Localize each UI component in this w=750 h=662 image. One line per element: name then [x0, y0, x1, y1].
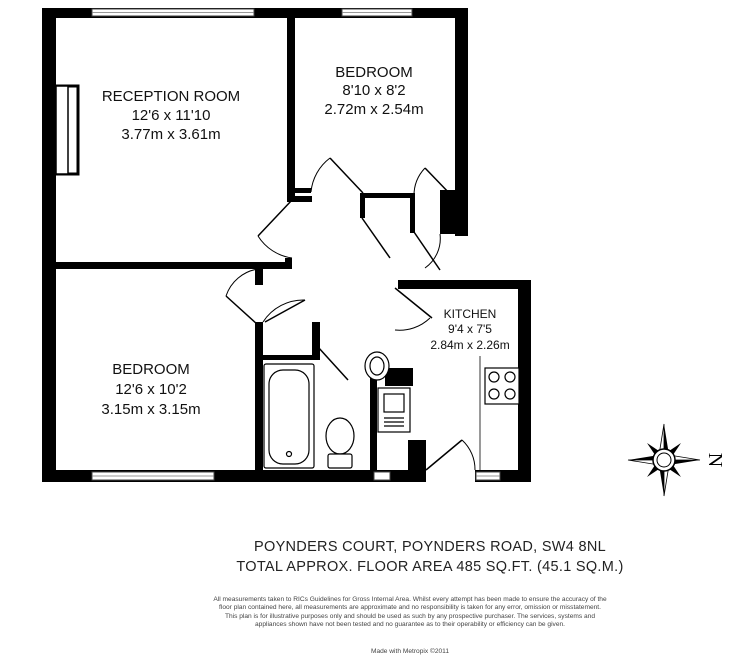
reception-door — [258, 200, 292, 236]
kitchen-door — [395, 288, 432, 318]
compass-rose-icon — [628, 424, 726, 496]
bedroom1-metric: 2.72m x 2.54m — [324, 101, 424, 118]
bathroom-door — [318, 347, 348, 380]
made-with-credit: Made with Metropix ©2011 — [370, 648, 450, 655]
bedroom2-imperial: 12'6 x 10'2 — [115, 381, 187, 398]
bedroom1-door — [330, 158, 363, 193]
chimney-breast — [56, 86, 78, 174]
total-floor-area: TOTAL APPROX. FLOOR AREA 485 SQ.FT. (45.1 SQ.M.) — [236, 559, 624, 575]
entrance-door — [426, 440, 462, 470]
reception-room-name: RECEPTION ROOM — [101, 88, 241, 105]
bedroom2-door — [226, 296, 258, 325]
kitchen-imperial: 9'4 x 7'5 — [448, 322, 492, 336]
property-address: POYNDERS COURT, POYNDERS ROAD, SW4 8NL — [254, 539, 606, 555]
toilet — [326, 418, 354, 454]
kitchen-name: KITCHEN — [443, 307, 497, 321]
reception-room-metric: 3.77m x 3.61m — [121, 126, 221, 143]
bedroom1-name: BEDROOM — [335, 64, 413, 81]
kitchen-metric: 2.84m x 2.26m — [430, 338, 510, 352]
reception-room-imperial: 12'6 x 11'10 — [131, 107, 211, 124]
bedroom2-name: BEDROOM — [112, 361, 190, 378]
bedroom1-imperial: 8'10 x 8'2 — [342, 82, 406, 99]
disclaimer-text: All measurements taken to RICs Guidelines for Gross Internal Area. Whilst every attempt has been made to ensure the accuracy of the floor plan contained here, all measurements are approximate and no responsibility is taken for any error, omission or misstatement. This plan is for illustrative purposes only and should be used as such by any prospective purchaser. The services, systems and appliances shown have not been tested and no guarantee as to their operability or efficiency can be given. — [213, 596, 607, 628]
bedroom2-metric: 3.15m x 3.15m — [101, 401, 201, 418]
compass-north-label: N — [704, 452, 726, 468]
